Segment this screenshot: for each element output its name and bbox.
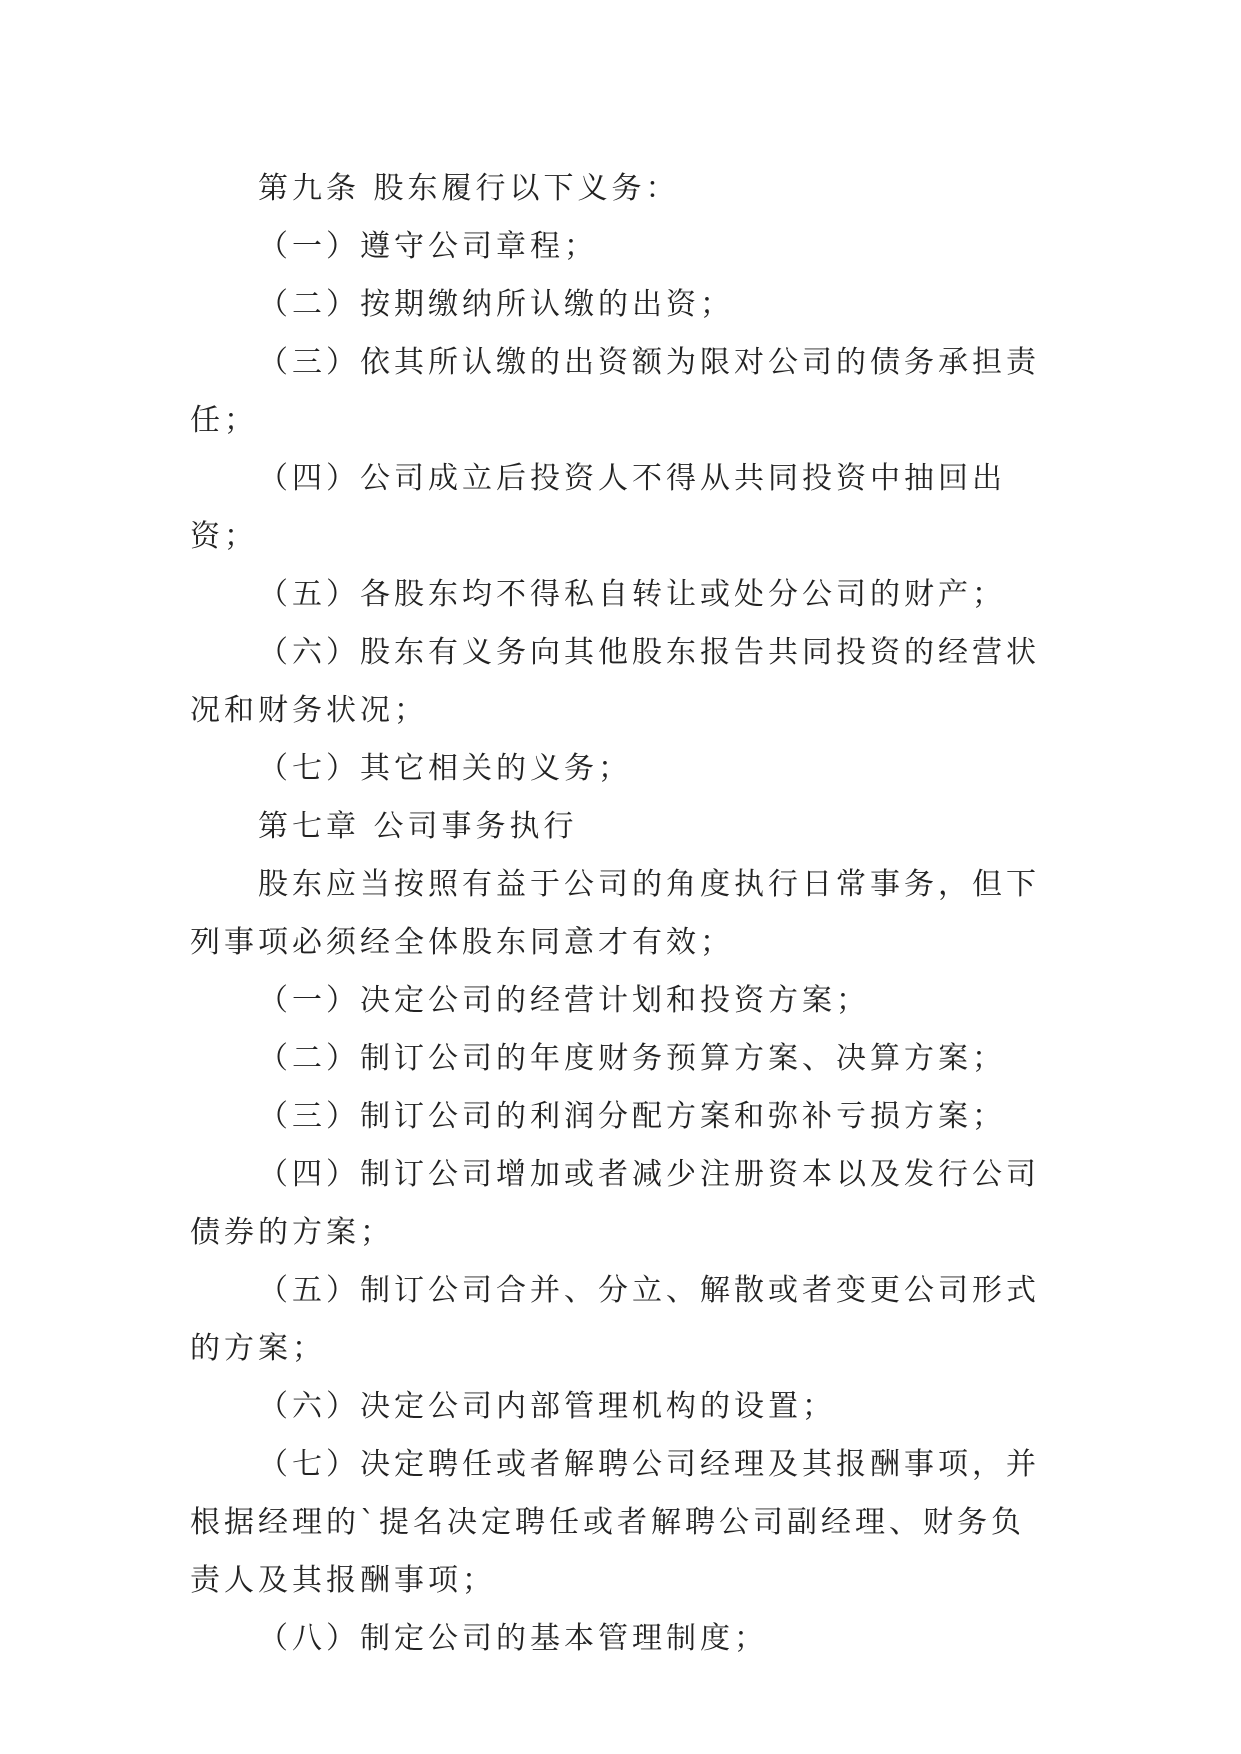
matter-item-1: （一）决定公司的经营计划和投资方案； (258, 983, 870, 1018)
matter-item-2: （二）制订公司的年度财务预算方案、决算方案； (258, 1041, 1006, 1076)
matter-item-5: （五）制订公司合并、分立、解散或者变更公司形式的方案； (190, 1273, 1040, 1366)
article-9-heading: 第九条 股东履行以下义务： (258, 171, 680, 206)
obligation-item-5: （五）各股东均不得私自转让或处分公司的财产； (258, 577, 1006, 612)
matter-item-8: （八）制定公司的基本管理制度； (258, 1621, 768, 1656)
obligation-item-3: （三）依其所认缴的出资额为限对公司的债务承担责任； (190, 345, 1040, 438)
document-body (190, 160, 1050, 1668)
matter-item-7: （七）决定聘任或者解聘公司经理及其报酬事项，并根据经理的`提名决定聘任或者解聘公司副经理、财务负责人及其报酬事项； (190, 1447, 1040, 1598)
chapter-7-heading: 第七章 公司事务执行 (258, 809, 578, 844)
obligation-item-6: （六）股东有义务向其他股东报告共同投资的经营状况和财务状况； (190, 635, 1040, 728)
obligation-item-4: （四）公司成立后投资人不得从共同投资中抽回出资； (190, 461, 1006, 554)
obligation-item-2: （二）按期缴纳所认缴的出资； (258, 287, 734, 322)
matter-item-3: （三）制订公司的利润分配方案和弥补亏损方案； (258, 1099, 1006, 1134)
matter-item-6: （六）决定公司内部管理机构的设置； (258, 1389, 836, 1424)
obligation-item-1: （一）遵守公司章程； (258, 229, 598, 264)
matter-item-4: （四）制订公司增加或者减少注册资本以及发行公司债券的方案； (190, 1157, 1040, 1250)
obligation-item-7: （七）其它相关的义务； (258, 751, 632, 786)
chapter-7-intro: 股东应当按照有益于公司的角度执行日常事务，但下列事项必须经全体股东同意才有效； (190, 867, 1040, 960)
